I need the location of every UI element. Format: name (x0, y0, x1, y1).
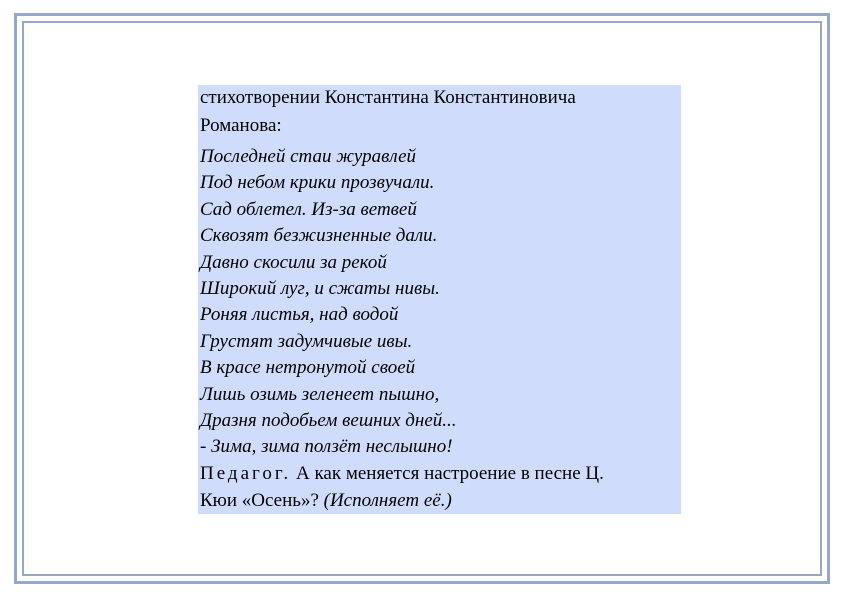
poem-line: Сад облетел. Из-за ветвей (200, 199, 417, 220)
highlighted-text-block (198, 85, 681, 514)
dialogue-line-1 (200, 463, 604, 485)
poem-line: Лишь озимь зеленеет пышно, (200, 384, 440, 405)
dialogue-line-2 (200, 490, 452, 512)
dialogue-text-2: Кюи «Осень»? (200, 490, 324, 511)
poem-line: - Зима, зима ползёт неслышно! (200, 436, 453, 457)
dialogue-text-1: А как меняется настроение в песне Ц. (291, 463, 604, 484)
poem-line: Сквозят безжизненные дали. (200, 225, 438, 246)
poem-line: Дразня подобьем вешних дней... (200, 410, 457, 431)
poem-line: Широкий луг, и сжаты нивы. (200, 278, 440, 299)
stage-direction: (Исполняет её.) (323, 490, 452, 511)
poem-line: Под небом крики прозвучали. (200, 172, 435, 193)
poem-line: Роняя листья, над водой (200, 304, 399, 325)
intro-line-2: Романова: (200, 115, 282, 136)
speaker-label: Педагог. (200, 463, 292, 484)
poem-line: В красе нетронутой своей (200, 357, 416, 378)
poem-line: Последней стаи журавлей (200, 146, 417, 167)
poem-line: Грустят задумчивые ивы. (200, 331, 413, 352)
intro-line-1: стихотворении Константина Константиновича (200, 87, 576, 108)
poem-line: Давно скосили за рекой (200, 252, 387, 273)
